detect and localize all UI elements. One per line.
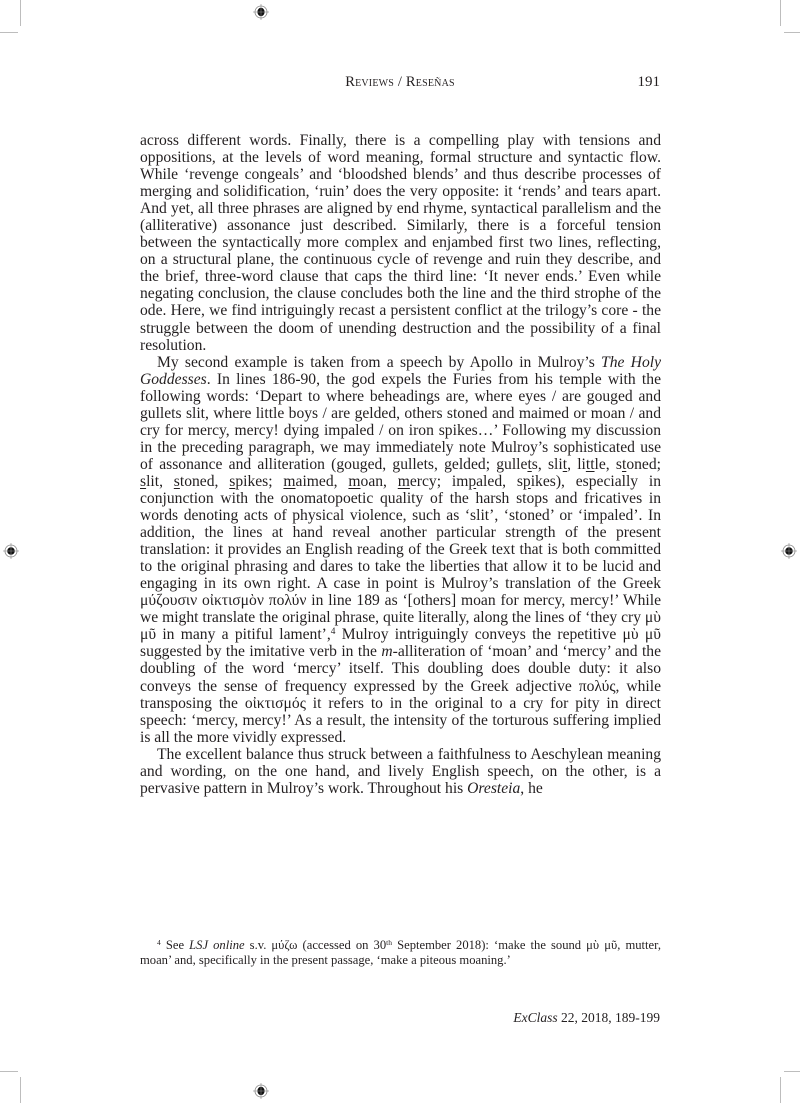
crop-mark-bottom-right-h	[784, 1071, 800, 1072]
underlined-letter: tt	[585, 455, 595, 473]
underlined-letter: s	[229, 472, 236, 490]
underlined-letter: p	[522, 472, 531, 490]
underlined-letter: t	[562, 455, 568, 473]
underlined-letter: m	[348, 472, 361, 490]
crop-mark-top-right-h	[784, 32, 800, 33]
journal-citation: ExClass 22, 2018, 189-199	[513, 1010, 660, 1025]
body-text	[140, 132, 661, 797]
underlined-letter: t	[527, 455, 532, 473]
paragraph-2: My second example is taken from a speech by Apollo in Mulroy’s The Holy Goddesses. In lines 186-90, the god expels the Furies from his temple with the following words: ‘Depart to where beheadings are, where eyes / are gouged and gullets slit, where little boys / are gelded, others stoned and maimed or moan / and cry for mercy, mercy! dying impaled / on iron spikes…’ Following my discussion in the preceding paragraph, we may immediately note Mulroy’s sophisticated use of assonance and alliteration (gouged, gullets, gelded; gullets, slit, little, stoned; slit, stoned, spikes; maimed, moan, mercy; impaled, spikes), especially in conjunction with the onomatopoetic quality of the harsh stops and fricatives in words denoting acts of physical violence, such as ‘slit’, ‘stoned’ or ‘impaled’. In addition, the lines at hand reveal another particular strength of the present translation: it provides an English reading of the Greek text that is both committed to the original phrasing and dares to take the liberties that allow it to be lucid and engaging in its own right. A case in point is Mulroy’s translation of the Greek μύζουσιν οἰκτισμὸν πολύν in line 189 as ‘[others] moan for mercy, mercy!’ While we might translate the original phrase, quite literally, along the lines of ‘they cry μὺ μῦ in many a pitiful lament’,$^4$ Mulroy intriguingly conveys the repetitive μὺ μῦ suggested by the imitative verb in the m-alliteration of ‘moan’ and ‘mercy’ and the doubling of the word ‘mercy’ itself. This doubling does double duty: it also conveys the sense of frequency expressed by the Greek adjective πολύς, while transposing the οἰκτισμός it refers to in the original to a cry for pity in direct speech: ‘mercy, mercy!’ As a result, the intensity of the torturous suffering implied is all the more vividly expressed.	[140, 353, 662, 746]
underlined-letter: t	[621, 455, 627, 473]
work-title: Oresteia	[467, 779, 521, 797]
crop-mark-bottom-left-v	[20, 1077, 21, 1103]
registration-mark-icon	[3, 543, 19, 559]
crop-mark-top-left-h	[0, 32, 18, 33]
crop-mark-bottom-left-h	[0, 1071, 18, 1072]
work-title: The Holy Goddesses	[140, 353, 661, 388]
paragraph-3: The excellent balance thus struck between a faithfulness to Aeschylean meaning and wording, on the one hand, and lively English speech, on the other, is a pervasive pattern in Mulroy’s work. Throughout his Oresteia, he	[140, 745, 661, 797]
paragraph-1: across different words. Finally, there is a compelling play with tensions and oppositions, at the levels of word meaning, formal structure and syntactic flow. While ‘revenge congeals’ and ‘bloodshed blends’ and thus describe processes of merging and solidification, ‘ruin’ does the very opposite: it ‘rends’ and tears apart. And yet, all three phrases are aligned by end rhyme, syntactical parallelism and the (alliterative) assonance just described. Similarly, there is a forceful tension between the syntactically more complex and enjambed first two lines, reflecting, on a structural plane, the continuous cycle of revenge and ruin they describe, and the brief, three-word clause that caps the third line: ‘It never ends.’ Even while negating conclusion, the clause concludes both the line and the third strophe of the ode. Here, we find intriguingly recast a persistent conflict at the trilogy’s core - the struggle between the doom of unending destruction and the possibility of a final resolution.	[140, 132, 661, 354]
registration-mark-icon	[253, 4, 269, 20]
footnote-4: $^4$ See LSJ online s.v. μύζω (accessed on 30th September 2018): ‘make the sound μὺ μῦ, mutter, moan’ and, specifically in the present passage, ‘make a piteous moaning.’	[140, 937, 661, 967]
footnote-number: 4	[157, 937, 161, 947]
underlined-letter: m	[397, 472, 410, 490]
registration-mark-icon	[253, 1083, 269, 1099]
footnote	[140, 938, 661, 968]
registration-mark-icon	[781, 543, 797, 559]
crop-mark-bottom-right-v	[780, 1077, 781, 1103]
page-number: 191	[637, 74, 660, 90]
journal-name: ExClass	[513, 1010, 558, 1025]
running-head	[140, 72, 660, 96]
section-title: Reviews / Reseñas	[345, 74, 455, 90]
underlined-letter: m	[283, 472, 296, 490]
underlined-letter: s	[173, 472, 180, 490]
source-title: LSJ online	[189, 938, 245, 952]
underlined-letter: s	[140, 472, 147, 490]
underlined-letter: p	[468, 472, 477, 490]
crop-mark-top-left-v	[20, 0, 21, 26]
crop-mark-top-right-v	[780, 0, 781, 26]
footnote-reference[interactable]: 4	[330, 627, 336, 638]
